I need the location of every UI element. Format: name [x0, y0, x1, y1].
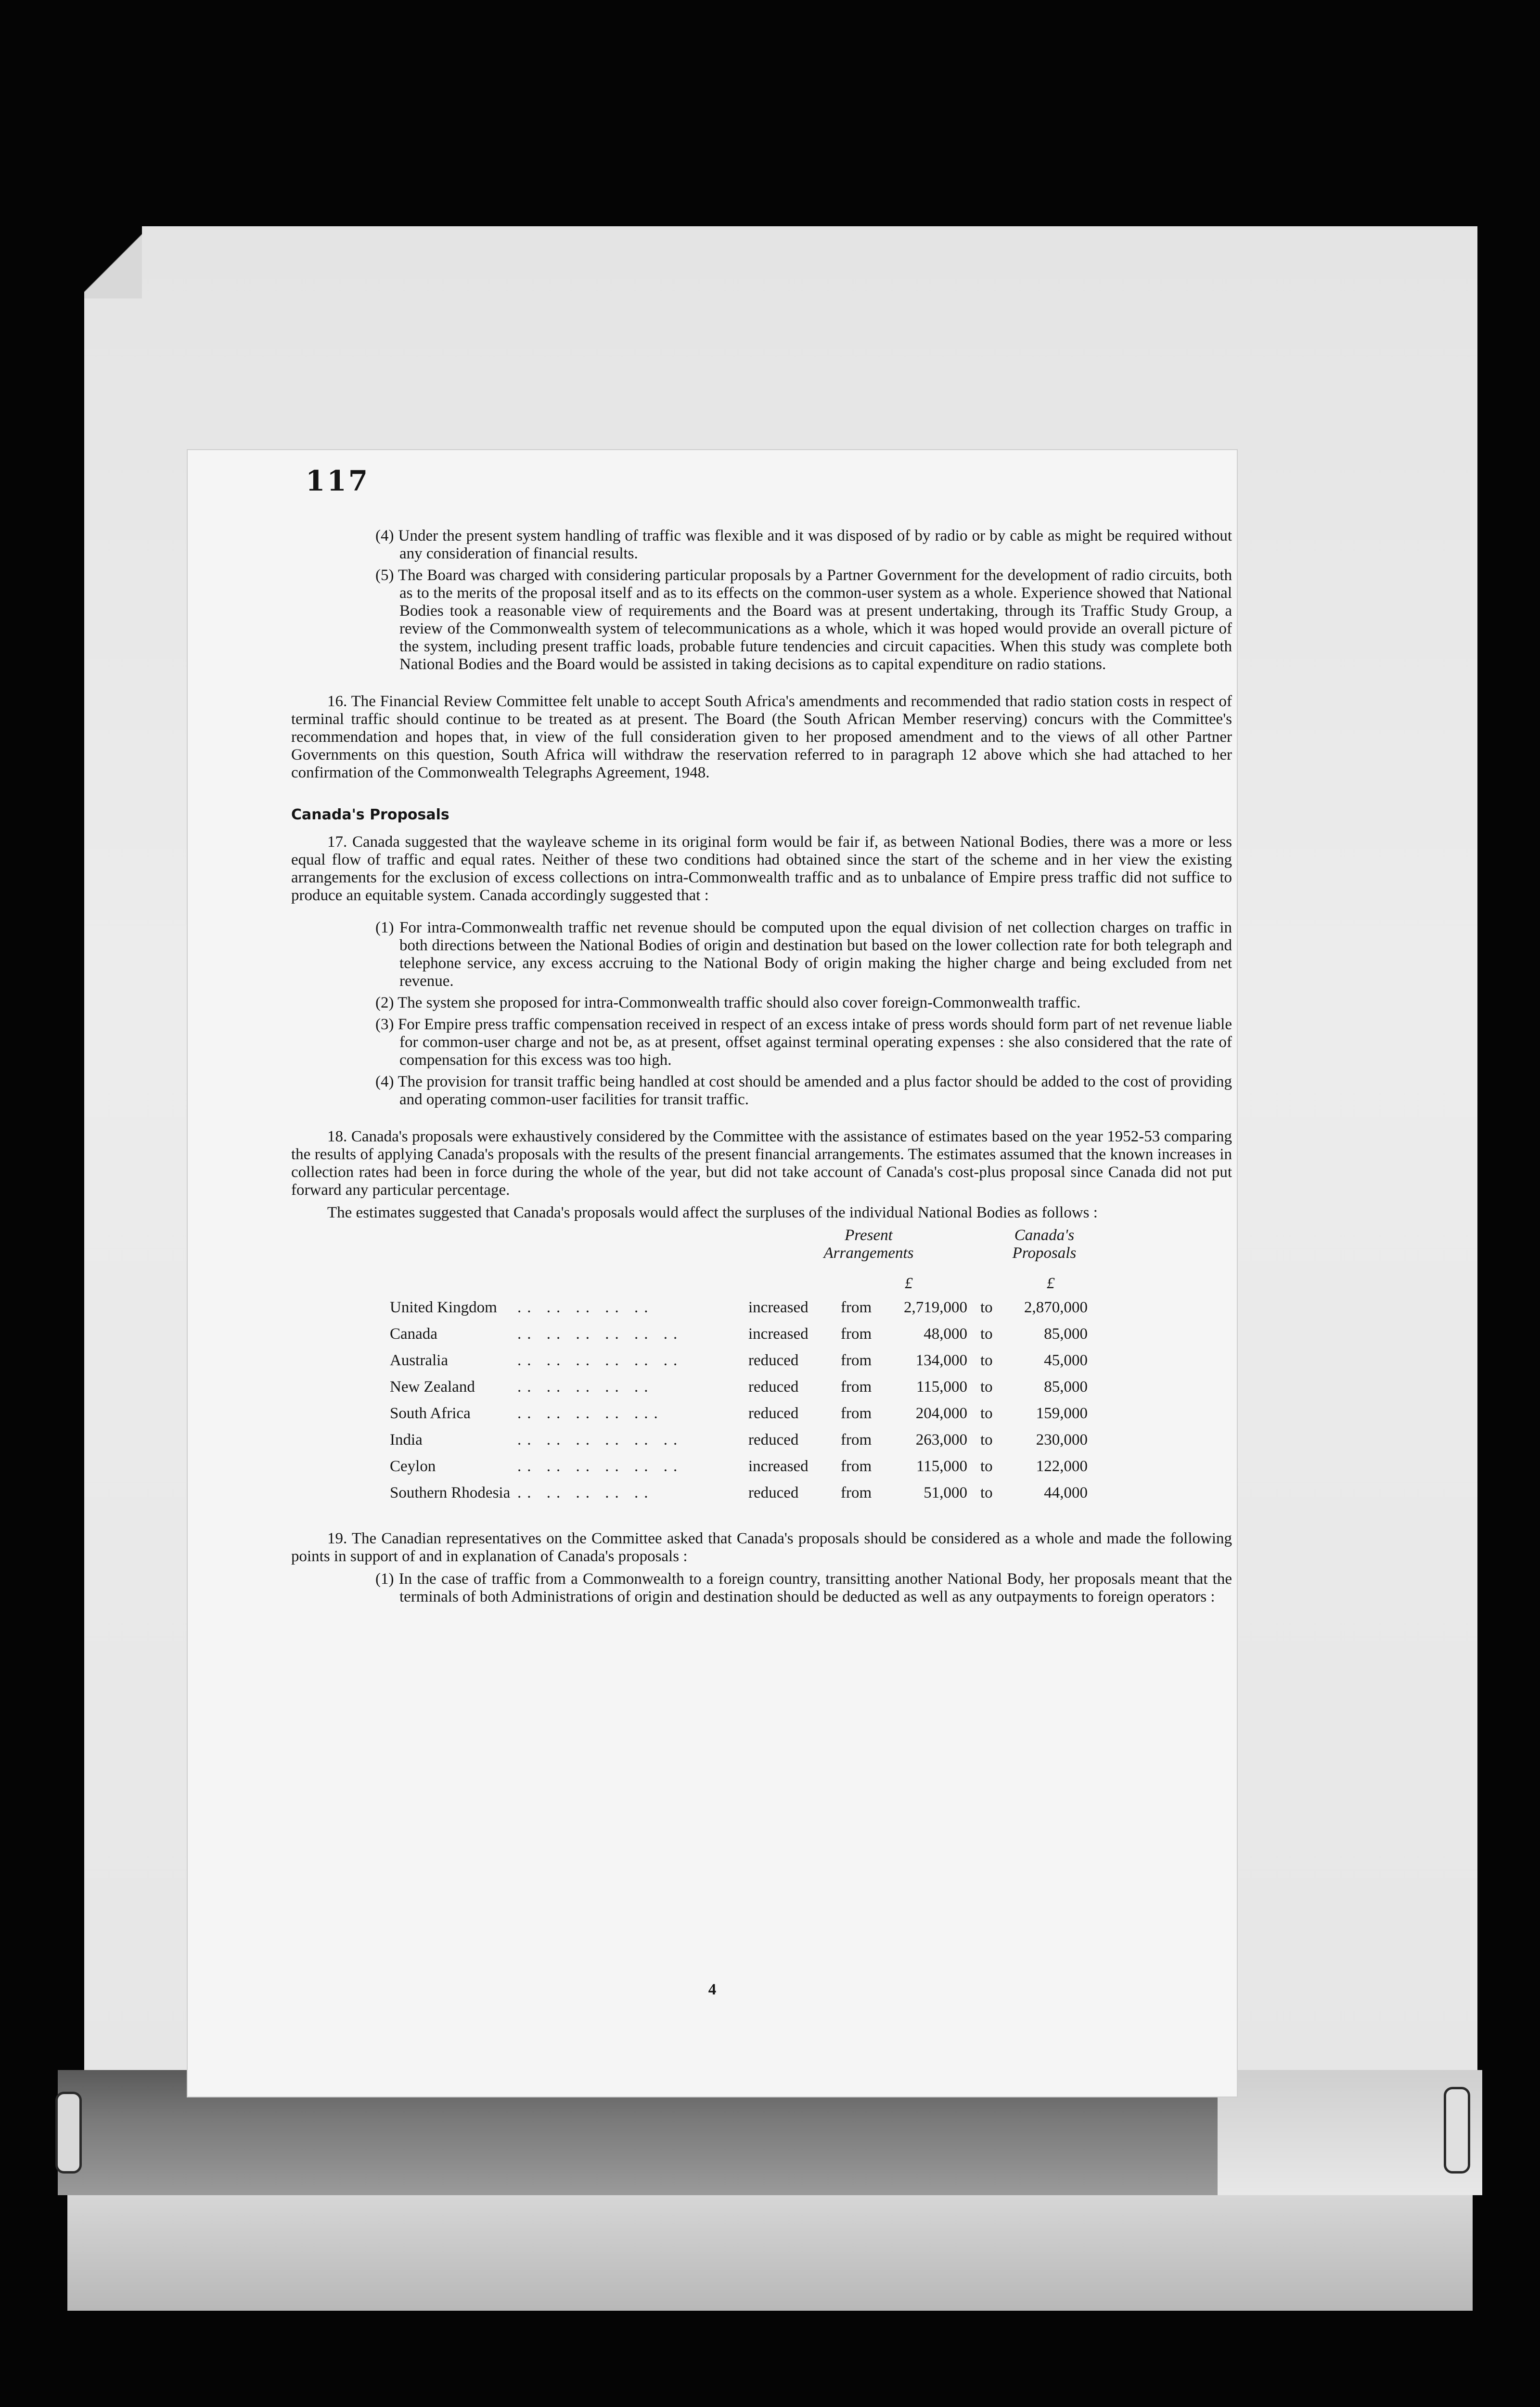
change-cell: increased [748, 1299, 808, 1316]
list-item [351, 527, 1232, 563]
table-row [390, 1431, 1107, 1458]
proposal-value-cell: 230,000 [1036, 1431, 1088, 1449]
list-item [351, 1570, 1232, 1606]
proposal-value-cell: 85,000 [1044, 1378, 1088, 1396]
from-word: from [841, 1484, 872, 1501]
lower-board [67, 2195, 1473, 2311]
currency-symbol: £ [1047, 1275, 1055, 1292]
from-word: from [841, 1352, 872, 1369]
table-row [390, 1378, 1107, 1405]
from-word: from [841, 1378, 872, 1396]
from-word: from [841, 1325, 872, 1343]
table-row [390, 1299, 1107, 1325]
surplus-table [390, 1227, 1107, 1511]
from-word: from [841, 1431, 872, 1449]
present-value-cell: 115,000 [916, 1458, 967, 1475]
to-word: to [980, 1405, 993, 1422]
present-value-cell: 263,000 [915, 1431, 967, 1449]
proposal-value-cell: 85,000 [1044, 1325, 1088, 1343]
list-item [351, 994, 1232, 1012]
table-row [390, 1325, 1107, 1352]
table-row [390, 1458, 1107, 1484]
document-page [188, 450, 1237, 2096]
proposal-value-cell: 122,000 [1036, 1458, 1088, 1475]
table-row [390, 1484, 1107, 1511]
present-value-cell: 204,000 [915, 1405, 967, 1422]
proposal-value-cell: 159,000 [1036, 1405, 1088, 1422]
item-text: For Empire press traffic compensation received in respect of an excess intake of press words should form part of net revenue liable for common-user charge and not be, as at present, offset against terminal operating expenses : she also considered that the rate of compensation for this excess was too high. [398, 1016, 1232, 1069]
proposal-value-cell: 45,000 [1044, 1352, 1088, 1369]
item-text: The system she proposed for intra-Commonwealth traffic should also cover foreign-Commonwealth traffic. [398, 994, 1081, 1011]
header-canada: Canada's Proposals [1012, 1227, 1077, 1262]
country-cell: South Africa [390, 1405, 471, 1422]
country-cell: Ceylon [390, 1458, 436, 1475]
item-number: (4) [375, 527, 394, 544]
board-corner [84, 226, 142, 298]
table-row [390, 1352, 1107, 1378]
to-word: to [980, 1378, 993, 1396]
leader-dots: .. .. .. .. .. .. [517, 1352, 683, 1369]
to-word: to [980, 1431, 993, 1449]
leader-dots: .. .. .. .. .. [517, 1484, 654, 1501]
leader-dots: .. .. .. .. ... [517, 1405, 664, 1422]
to-word: to [980, 1299, 993, 1316]
leader-dots: .. .. .. .. .. .. [517, 1325, 683, 1343]
item-text: In the case of traffic from a Commonwealth to a foreign country, transitting another National Body, her proposals meant that the terminals of both Administrations of origin and destination should be deducted as well as any outpayments to foreign operators : [398, 1570, 1232, 1605]
change-cell: reduced [748, 1405, 799, 1422]
leader-dots: .. .. .. .. .. [517, 1299, 654, 1316]
table-header [390, 1227, 1107, 1299]
list-item [351, 919, 1232, 990]
present-value-cell: 134,000 [915, 1352, 967, 1369]
item-number: (3) [375, 1016, 394, 1033]
currency-symbol: £ [905, 1275, 913, 1292]
country-cell: Australia [390, 1352, 448, 1369]
paragraph-18b: The estimates suggested that Canada's proposals would affect the surpluses of the individual National Bodies as follows : [327, 1204, 1098, 1221]
country-cell: Southern Rhodesia [390, 1484, 511, 1501]
from-word: from [841, 1299, 872, 1316]
leader-dots: .. .. .. .. .. .. [517, 1431, 683, 1449]
to-word: to [980, 1325, 993, 1343]
to-word: to [980, 1484, 993, 1501]
present-value-cell: 115,000 [916, 1378, 967, 1396]
country-cell: Canada [390, 1325, 437, 1343]
proposal-value-cell: 2,870,000 [1024, 1299, 1088, 1316]
item-number: (1) [375, 1570, 394, 1588]
country-cell: New Zealand [390, 1378, 475, 1396]
to-word: to [980, 1352, 993, 1369]
from-word: from [841, 1458, 872, 1475]
page-number: 4 [708, 1981, 717, 1998]
item-number: (1) [375, 919, 394, 936]
table-row [390, 1405, 1107, 1431]
proposal-value-cell: 44,000 [1044, 1484, 1088, 1501]
item-text: The Board was charged with considering particular proposals by a Partner Government for the development of radio circuits, both as to the merits of the proposal itself and as to its effects on the common-user system as a whole. Experience showed that National Bodies took a reasonable view of requirements and the Board was at present undertaking, through its Traffic Study Group, a review of the Commonwealth system of telecommunications as a whole, which it was hoped would provide an overall picture of the system, including present traffic loads, probable future tendencies and circuit capacities. When this study was complete both National Bodies and the Board would be assisted in taking decisions as to capital expenditure on radio stations. [398, 567, 1232, 673]
paragraph-16: 16. The Financial Review Committee felt unable to accept South Africa's amendments and recommended that radio station costs in respect of terminal traffic should continue to be treated as at present. The Board (the South African Member reserving) concurs with the Committee's recommendation and hopes that, in view of the full consideration given to her proposed amendment and to the views of all other Partner Governments on this question, South Africa will withdraw the reservation referred to in paragraph 12 above which she had attached to her confirmation of the Commonwealth Telegraphs Agreement, 1948. [291, 693, 1232, 781]
paragraph-18: 18. Canada's proposals were exhaustively considered by the Committee with the assistance of estimates based on the year 1952-53 comparing the results of applying Canada's proposals with the results of the present financial arrangements. The estimates assumed that the known increases in collection rates had been in force during the whole of the year, but did not take account of Canada's cost-plus proposal since Canada did not put forward any particular percentage. [291, 1128, 1232, 1199]
list-item [351, 567, 1232, 673]
leader-dots: .. .. .. .. .. .. [517, 1458, 683, 1475]
change-cell: reduced [748, 1378, 799, 1396]
table-body [390, 1299, 1107, 1511]
item-number: (5) [375, 567, 394, 584]
item-text: The provision for transit traffic being handled at cost should be amended and a plus factor should be added to the cost of providing and operating common-user facilities for transit traffic. [398, 1073, 1232, 1108]
desk-surface-light [1218, 2070, 1482, 2195]
present-value-cell: 51,000 [924, 1484, 967, 1501]
header-present: Present Arrangements [823, 1227, 914, 1262]
list-item [351, 1073, 1232, 1109]
country-cell: India [390, 1431, 423, 1449]
folio-number: 117 [306, 465, 370, 497]
to-word: to [980, 1458, 993, 1475]
present-value-cell: 48,000 [924, 1325, 967, 1343]
present-value-cell: 2,719,000 [904, 1299, 967, 1316]
change-cell: increased [748, 1458, 808, 1475]
list-item [351, 1016, 1232, 1069]
page-content [291, 527, 1232, 1610]
item-number: (4) [375, 1073, 394, 1090]
change-cell: reduced [748, 1484, 799, 1501]
paragraph-17: 17. Canada suggested that the wayleave scheme in its original form would be fair if, as between National Bodies, there was a more or less equal flow of traffic and equal rates. Neither of these two conditions had obtained since the start of the scheme and in her view the existing arrangements for the exclusion of excess collections on intra-Commonwealth traffic and as to unbalance of Empire press traffic did not suffice to produce an equitable system. Canada accordingly suggested that : [291, 833, 1232, 904]
country-cell: United Kingdom [390, 1299, 497, 1316]
item-text: For intra-Commonwealth traffic net revenue should be computed upon the equal division of net collection charges on traffic in both directions between the National Bodies of origin and destination but based on the lower collection rate for both telegraph and telephone service, any excess accruing to the National Body of origin making the higher charge and being excluded from net revenue. [399, 919, 1232, 990]
change-cell: increased [748, 1325, 808, 1343]
change-cell: reduced [748, 1431, 799, 1449]
from-word: from [841, 1405, 872, 1422]
item-text: Under the present system handling of traffic was flexible and it was disposed of by radio or by cable as might be required without any consideration of financial results. [398, 527, 1232, 562]
binder-clip-right [1444, 2087, 1470, 2174]
change-cell: reduced [748, 1352, 799, 1369]
leader-dots: .. .. .. .. .. [517, 1378, 654, 1396]
binder-clip-left [55, 2092, 82, 2174]
section-heading: Canada's Proposals [291, 806, 449, 823]
paragraph-19: 19. The Canadian representatives on the Committee asked that Canada's proposals should be considered as a whole and made the following points in support of and in explanation of Canada's proposals : [291, 1530, 1232, 1565]
item-number: (2) [375, 994, 394, 1011]
